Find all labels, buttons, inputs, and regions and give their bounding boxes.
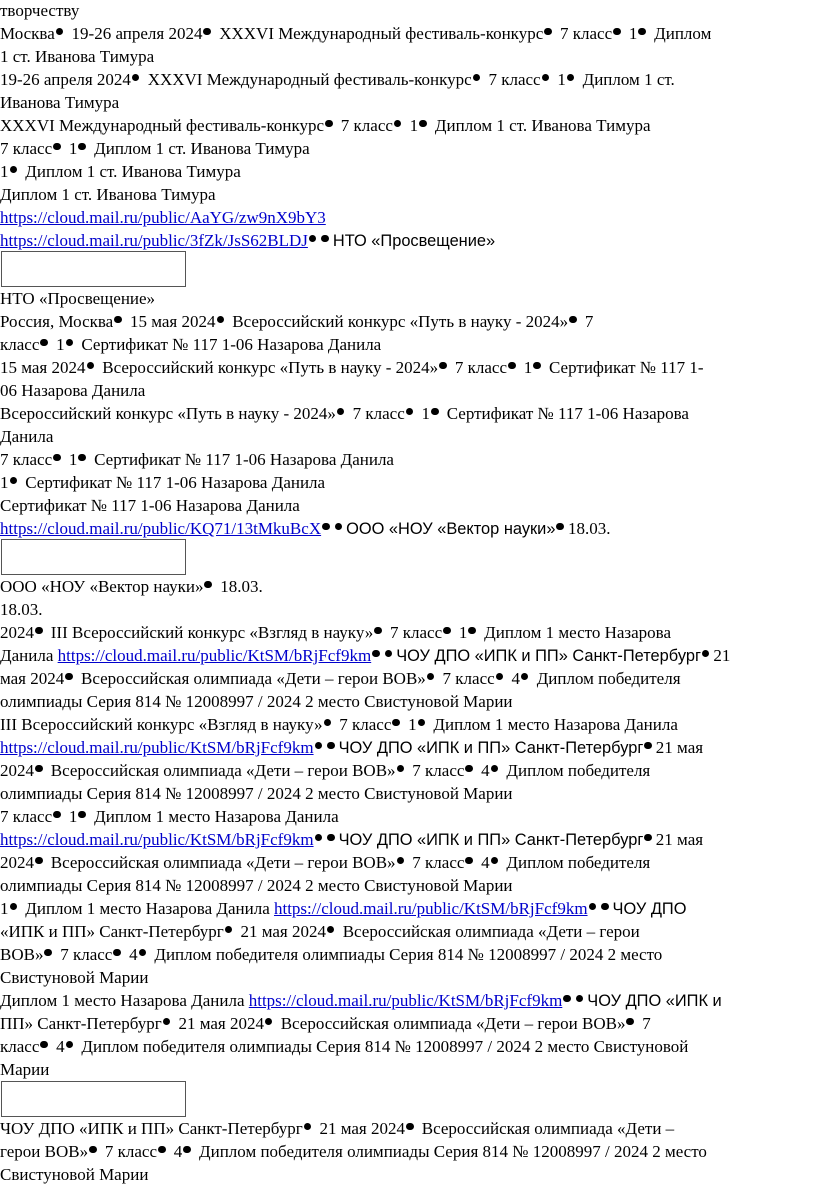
bullet-dot-icon xyxy=(315,834,323,842)
line-text: 1 xyxy=(454,623,468,642)
line-text: 4 xyxy=(51,1037,65,1056)
line-text: Диплом 1 место Назарова xyxy=(479,623,672,642)
bullet-dot-icon xyxy=(468,627,476,635)
line-text: Всероссийская олимпиада «Дети – xyxy=(417,1119,675,1138)
line-text: XXXVI Международный фестиваль-конкурс xyxy=(143,70,472,89)
line-text: 21 мая xyxy=(655,830,704,849)
line-text: класс xyxy=(0,335,40,354)
bullet-dot-icon xyxy=(327,742,335,750)
line-text: III Всероссийский конкурс «Взгляд в науку» xyxy=(46,623,374,642)
document-line xyxy=(0,806,339,828)
bullet-dot-icon xyxy=(397,765,405,773)
line-text: 2024 xyxy=(0,761,34,780)
bullet-dot-icon xyxy=(265,1018,273,1026)
document-line xyxy=(0,518,610,540)
line-text: Диплом 1 ст. Иванова Тимура xyxy=(21,162,241,181)
line-text: III Всероссийский конкурс «Взгляд в науку» xyxy=(0,715,323,734)
cloud-link[interactable]: https://cloud.mail.ru/public/3fZk/JsS62BLDJ xyxy=(0,231,308,250)
line-text: Всероссийский конкурс «Путь в науку - 2024» xyxy=(228,312,569,331)
bullet-dot-icon xyxy=(225,926,233,934)
bullet-dot-icon xyxy=(521,673,529,681)
line-text: Сертификат № 117 1-06 Назарова Данила xyxy=(89,450,394,469)
line-text: 4 xyxy=(169,1142,183,1161)
line-text: 7 класс xyxy=(0,807,53,826)
line-text: Всероссийская олимпиада «Дети – герои xyxy=(338,922,640,941)
bullet-dot-icon xyxy=(183,1146,191,1154)
bullet-dot-icon xyxy=(473,74,481,82)
line-text: Диплом победителя xyxy=(532,669,681,688)
line-text: 7 класс xyxy=(484,70,541,89)
cloud-link[interactable]: https://cloud.mail.ru/public/AaYG/zw9nX9bY3 xyxy=(0,208,326,227)
line-text: 7 класс xyxy=(348,404,405,423)
bullet-dot-icon xyxy=(337,408,345,416)
bullet-dot-icon xyxy=(324,719,332,727)
bullet-dot-icon xyxy=(576,995,584,1003)
document-line xyxy=(0,783,513,805)
line-text: Диплом 1 ст. Иванова Тимура xyxy=(89,139,310,158)
document-line xyxy=(0,944,662,966)
line-text: Диплом победителя олимпиады Серия 814 № 12008997 / 2024 2 место xyxy=(150,945,663,964)
bullet-dot-icon xyxy=(508,362,516,370)
line-text: XXXVI Международный фестиваль-конкурс xyxy=(214,24,544,43)
line-text: Диплом победителя олимпиады Серия 814 № 12008997 / 2024 2 место Свистуновой xyxy=(77,1037,689,1056)
document-line xyxy=(0,472,325,494)
document-line xyxy=(0,426,53,448)
line-text: 21 мая 2024 xyxy=(236,922,326,941)
bullet-dot-icon xyxy=(533,362,541,370)
bullet-dot-icon xyxy=(113,949,121,957)
document-line xyxy=(0,714,678,736)
bullet-dot-icon xyxy=(465,857,473,865)
document-line xyxy=(0,184,216,206)
line-text: Диплом 1 место Назарова Данила xyxy=(0,991,249,1010)
document-line xyxy=(0,334,381,356)
document-line xyxy=(0,1118,674,1140)
line-text: Диплом 1 ст. xyxy=(578,70,675,89)
bullet-dot-icon xyxy=(569,316,577,324)
line-text: ЧОУ ДПО «ИПК и ПП» Санкт-Петербург xyxy=(0,1119,303,1138)
bullet-dot-icon xyxy=(158,1146,166,1154)
bullet-dot-icon xyxy=(638,28,646,36)
line-text: 7 класс xyxy=(100,1142,157,1161)
bullet-dot-icon xyxy=(40,1041,48,1049)
document-line xyxy=(0,115,651,137)
cloud-link[interactable]: https://cloud.mail.ru/public/KtSM/bRjFcf9km xyxy=(248,991,563,1010)
line-text: Диплом 1 место Назарова Данила xyxy=(429,715,678,734)
line-text: НТО «Просвещение» xyxy=(332,232,496,250)
bullet-dot-icon xyxy=(335,523,343,531)
document-line xyxy=(0,288,155,310)
bullet-dot-icon xyxy=(87,362,95,370)
empty-form-box[interactable] xyxy=(1,1081,186,1117)
line-text: Россия, Москва xyxy=(0,312,114,331)
line-text: Сертификат № 117 1-06 Назарова Данила xyxy=(21,473,326,492)
line-text: 21 xyxy=(713,646,731,665)
bullet-dot-icon xyxy=(304,1123,312,1131)
bullet-dot-icon xyxy=(204,581,212,589)
line-text: 19-26 апреля 2024 xyxy=(67,24,203,43)
line-text: 1 xyxy=(64,450,78,469)
bullet-dot-icon xyxy=(315,742,323,750)
line-text: ПП» Санкт-Петербург xyxy=(0,1014,162,1033)
line-text: 15 мая 2024 xyxy=(0,358,86,377)
line-text: 1 xyxy=(64,139,78,158)
bullet-dot-icon xyxy=(394,120,402,128)
line-text: Диплом xyxy=(649,24,712,43)
bullet-dot-icon xyxy=(65,673,73,681)
line-text: «ИПК и ПП» Санкт-Петербург xyxy=(0,922,224,941)
line-text: 4 xyxy=(476,853,490,872)
bullet-dot-icon xyxy=(78,454,86,462)
bullet-dot-icon xyxy=(589,903,597,911)
bullet-dot-icon xyxy=(491,765,499,773)
line-text: 7 класс xyxy=(385,623,443,642)
line-text: олимпиады Серия 814 № 12008997 / 2024 2 место Свистуновой Марии xyxy=(0,692,513,711)
document-line xyxy=(0,230,495,252)
bullet-dot-icon xyxy=(327,834,335,842)
bullet-dot-icon xyxy=(327,926,335,934)
bullet-dot-icon xyxy=(217,316,225,324)
line-text: 1 xyxy=(51,335,65,354)
line-text: 4 xyxy=(124,945,138,964)
cloud-link[interactable]: https://cloud.mail.ru/public/KtSM/bRjFcf9km xyxy=(0,738,314,757)
line-text: 18.03. xyxy=(567,519,611,538)
line-text: 21 мая xyxy=(655,738,704,757)
bullet-dot-icon xyxy=(465,765,473,773)
document-line xyxy=(0,403,689,425)
bullet-dot-icon xyxy=(613,28,621,36)
bullet-dot-icon xyxy=(89,1146,97,1154)
line-text: 7 класс xyxy=(408,853,465,872)
line-text: 7 класс xyxy=(0,139,53,158)
bullet-dot-icon xyxy=(563,995,571,1003)
bullet-dot-icon xyxy=(35,765,43,773)
bullet-dot-icon xyxy=(372,650,380,658)
bullet-dot-icon xyxy=(392,719,400,727)
document-line xyxy=(0,0,79,22)
document-line xyxy=(0,599,43,621)
line-text: 4 xyxy=(476,761,490,780)
document-line xyxy=(0,69,675,91)
line-text: 15 мая 2024 xyxy=(125,312,216,331)
line-text: Свистуновой Марии xyxy=(0,968,149,987)
line-text: 7 класс xyxy=(55,945,113,964)
line-text: ЧОУ ДПО xyxy=(612,900,687,918)
line-text: Данила xyxy=(0,646,58,665)
line-text: 1 xyxy=(624,24,638,43)
line-text: ВОВ» xyxy=(0,945,44,964)
bullet-dot-icon xyxy=(567,74,575,82)
bullet-dot-icon xyxy=(374,627,382,635)
bullet-dot-icon xyxy=(556,523,564,531)
line-text: Всероссийская олимпиада «Дети – герои ВОВ» xyxy=(46,761,396,780)
document-line xyxy=(0,921,640,943)
bullet-dot-icon xyxy=(35,857,43,865)
line-text: 7 класс xyxy=(450,358,508,377)
line-text: 4 xyxy=(507,669,520,688)
bullet-dot-icon xyxy=(406,408,414,416)
bullet-dot-icon xyxy=(66,339,74,347)
line-text: Москва xyxy=(0,24,55,43)
document-line xyxy=(0,829,703,851)
line-text: класс xyxy=(0,1037,40,1056)
cloud-link[interactable]: https://cloud.mail.ru/public/KtSM/bRjFcf9km xyxy=(57,646,372,665)
bullet-dot-icon xyxy=(491,857,499,865)
line-text: 7 класс xyxy=(336,116,393,135)
bullet-dot-icon xyxy=(78,143,86,151)
line-text: Диплом победителя xyxy=(502,853,651,872)
bullet-dot-icon xyxy=(406,1123,414,1131)
line-text: 7 класс xyxy=(408,761,465,780)
line-text: 7 xyxy=(637,1014,651,1033)
bullet-dot-icon xyxy=(35,627,43,635)
bullet-dot-icon xyxy=(322,523,330,531)
cloud-link[interactable]: https://cloud.mail.ru/public/KQ71/13tMkuBcX xyxy=(0,519,322,538)
document-line xyxy=(0,92,119,114)
line-text: НТО «Просвещение» xyxy=(0,289,156,308)
line-text: ООО «НОУ «Вектор науки» xyxy=(346,520,556,538)
document-line xyxy=(0,967,148,989)
line-text: 2024 xyxy=(0,623,34,642)
line-text: 06 Назарова Данила xyxy=(0,381,146,400)
line-text: Диплом 1 ст. Иванова Тимура xyxy=(430,116,651,135)
line-text: Всероссийский конкурс «Путь в науку - 2024» xyxy=(0,404,336,423)
document-line xyxy=(0,161,241,183)
document-line xyxy=(0,852,650,874)
document-line xyxy=(0,1059,49,1081)
line-text: ЧОУ ДПО «ИПК и ПП» Санкт-Петербург xyxy=(338,739,644,757)
document-line xyxy=(0,645,730,667)
document-line xyxy=(0,898,686,920)
line-text: 1 xyxy=(519,358,533,377)
line-text: Сертификат № 117 1-06 Назарова Данила xyxy=(0,496,300,515)
bullet-dot-icon xyxy=(418,719,426,727)
cloud-link[interactable]: https://cloud.mail.ru/public/KtSM/bRjFcf9km xyxy=(273,899,588,918)
line-text: 18.03. xyxy=(0,600,43,619)
bullet-dot-icon xyxy=(644,742,652,750)
bullet-dot-icon xyxy=(139,949,147,957)
line-text: 1 xyxy=(64,807,78,826)
bullet-dot-icon xyxy=(53,811,61,819)
line-text: 18.03. xyxy=(215,577,263,596)
line-text: мая 2024 xyxy=(0,669,65,688)
bullet-dot-icon xyxy=(78,811,86,819)
empty-form-box[interactable] xyxy=(1,251,186,287)
line-text: 7 класс xyxy=(0,450,53,469)
line-text: Всероссийская олимпиада «Дети – герои ВОВ» xyxy=(76,669,426,688)
bullet-dot-icon xyxy=(321,235,329,243)
line-text: 1 xyxy=(405,116,419,135)
bullet-dot-icon xyxy=(10,903,18,911)
document-line xyxy=(0,1013,651,1035)
line-text: XXXVI Международный фестиваль-конкурс xyxy=(0,116,325,135)
document-line xyxy=(0,760,650,782)
line-text: Данила xyxy=(0,427,54,446)
line-text: Сертификат № 117 1-06 Назарова Данила xyxy=(77,335,382,354)
line-text: 21 мая 2024 xyxy=(174,1014,264,1033)
bullet-dot-icon xyxy=(56,28,64,36)
line-text: 1 xyxy=(0,899,9,918)
line-text: 1 xyxy=(0,473,9,492)
bullet-dot-icon xyxy=(626,1018,634,1026)
document-line xyxy=(0,737,703,759)
line-text: ЧОУ ДПО «ИПК и xyxy=(587,992,722,1010)
line-text: Диплом победителя xyxy=(502,761,651,780)
bullet-dot-icon xyxy=(443,627,451,635)
bullet-dot-icon xyxy=(53,454,61,462)
line-text: 21 мая 2024 xyxy=(315,1119,405,1138)
cloud-link[interactable]: https://cloud.mail.ru/public/KtSM/bRjFcf9km xyxy=(0,830,314,849)
document-line xyxy=(0,1141,707,1163)
line-text: олимпиады Серия 814 № 12008997 / 2024 2 место Свистуновой Марии xyxy=(0,784,513,803)
bullet-dot-icon xyxy=(397,857,405,865)
bullet-dot-icon xyxy=(114,316,122,324)
document-line xyxy=(0,380,145,402)
bullet-dot-icon xyxy=(44,949,52,957)
line-text: герои ВОВ» xyxy=(0,1142,89,1161)
line-text: 2024 xyxy=(0,853,34,872)
bullet-dot-icon xyxy=(542,74,550,82)
line-text: Диплом 1 место Назарова Данила xyxy=(89,807,339,826)
bullet-dot-icon xyxy=(325,120,333,128)
line-text: 1 xyxy=(403,715,417,734)
document-line xyxy=(0,875,513,897)
document-line xyxy=(0,576,263,598)
line-text: 1 xyxy=(417,404,430,423)
line-text: 1 xyxy=(0,162,9,181)
line-text: 19-26 апреля 2024 xyxy=(0,70,131,89)
line-text: ЧОУ ДПО «ИПК и ПП» Санкт-Петербург xyxy=(338,831,644,849)
document-line xyxy=(0,449,394,471)
document-line xyxy=(0,622,671,644)
line-text: 7 класс xyxy=(335,715,392,734)
document-line xyxy=(0,1036,688,1058)
line-text: 1 ст. Иванова Тимура xyxy=(0,47,155,66)
bullet-dot-icon xyxy=(431,408,439,416)
bullet-dot-icon xyxy=(132,74,140,82)
line-text: Диплом 1 ст. Иванова Тимура xyxy=(0,185,216,204)
line-text: Сертификат № 117 1- xyxy=(544,358,704,377)
line-text: ЧОУ ДПО «ИПК и ПП» Санкт-Петербург xyxy=(396,647,701,665)
line-text: 7 класс xyxy=(555,24,613,43)
document-line xyxy=(0,495,300,517)
bullet-dot-icon xyxy=(385,650,393,658)
line-text: 1 xyxy=(553,70,566,89)
document-line xyxy=(0,138,310,160)
document-line xyxy=(0,990,722,1012)
bullet-dot-icon xyxy=(544,28,552,36)
bullet-dot-icon xyxy=(66,1041,74,1049)
line-text: Всероссийская олимпиада «Дети – герои ВОВ» xyxy=(276,1014,626,1033)
bullet-dot-icon xyxy=(10,477,18,485)
document-line xyxy=(0,311,593,333)
line-text: Иванова Тимура xyxy=(0,93,120,112)
line-text: творчеству xyxy=(0,1,80,20)
line-text: Свистуновой Марии xyxy=(0,1165,149,1184)
bullet-dot-icon xyxy=(702,650,710,658)
document-line xyxy=(0,207,326,229)
line-text: Марии xyxy=(0,1060,50,1079)
document-line xyxy=(0,668,681,690)
bullet-dot-icon xyxy=(309,235,317,243)
bullet-dot-icon xyxy=(439,362,447,370)
bullet-dot-icon xyxy=(40,339,48,347)
document-line xyxy=(0,691,513,713)
line-text: ООО «НОУ «Вектор науки» xyxy=(0,577,204,596)
bullet-dot-icon xyxy=(427,673,435,681)
line-text: Всероссийская олимпиада «Дети – герои ВОВ» xyxy=(46,853,396,872)
bullet-dot-icon xyxy=(53,143,61,151)
document-line xyxy=(0,1164,148,1186)
line-text: Всероссийский конкурс «Путь в науку - 2024» xyxy=(98,358,439,377)
bullet-dot-icon xyxy=(644,834,652,842)
bullet-dot-icon xyxy=(203,28,211,36)
line-text: Диплом 1 место Назарова Данила xyxy=(21,899,274,918)
bullet-dot-icon xyxy=(601,903,609,911)
bullet-dot-icon xyxy=(10,166,18,174)
line-text: Диплом победителя олимпиады Серия 814 № 12008997 / 2024 2 место xyxy=(194,1142,707,1161)
empty-form-box[interactable] xyxy=(1,539,186,575)
document-line xyxy=(0,357,704,379)
document-line xyxy=(0,46,154,68)
bullet-dot-icon xyxy=(163,1018,171,1026)
line-text: Сертификат № 117 1-06 Назарова xyxy=(442,404,689,423)
bullet-dot-icon xyxy=(419,120,427,128)
line-text: олимпиады Серия 814 № 12008997 / 2024 2 место Свистуновой Марии xyxy=(0,876,513,895)
line-text: 7 xyxy=(580,312,594,331)
line-text: 7 класс xyxy=(438,669,495,688)
document-line xyxy=(0,23,711,45)
bullet-dot-icon xyxy=(496,673,504,681)
